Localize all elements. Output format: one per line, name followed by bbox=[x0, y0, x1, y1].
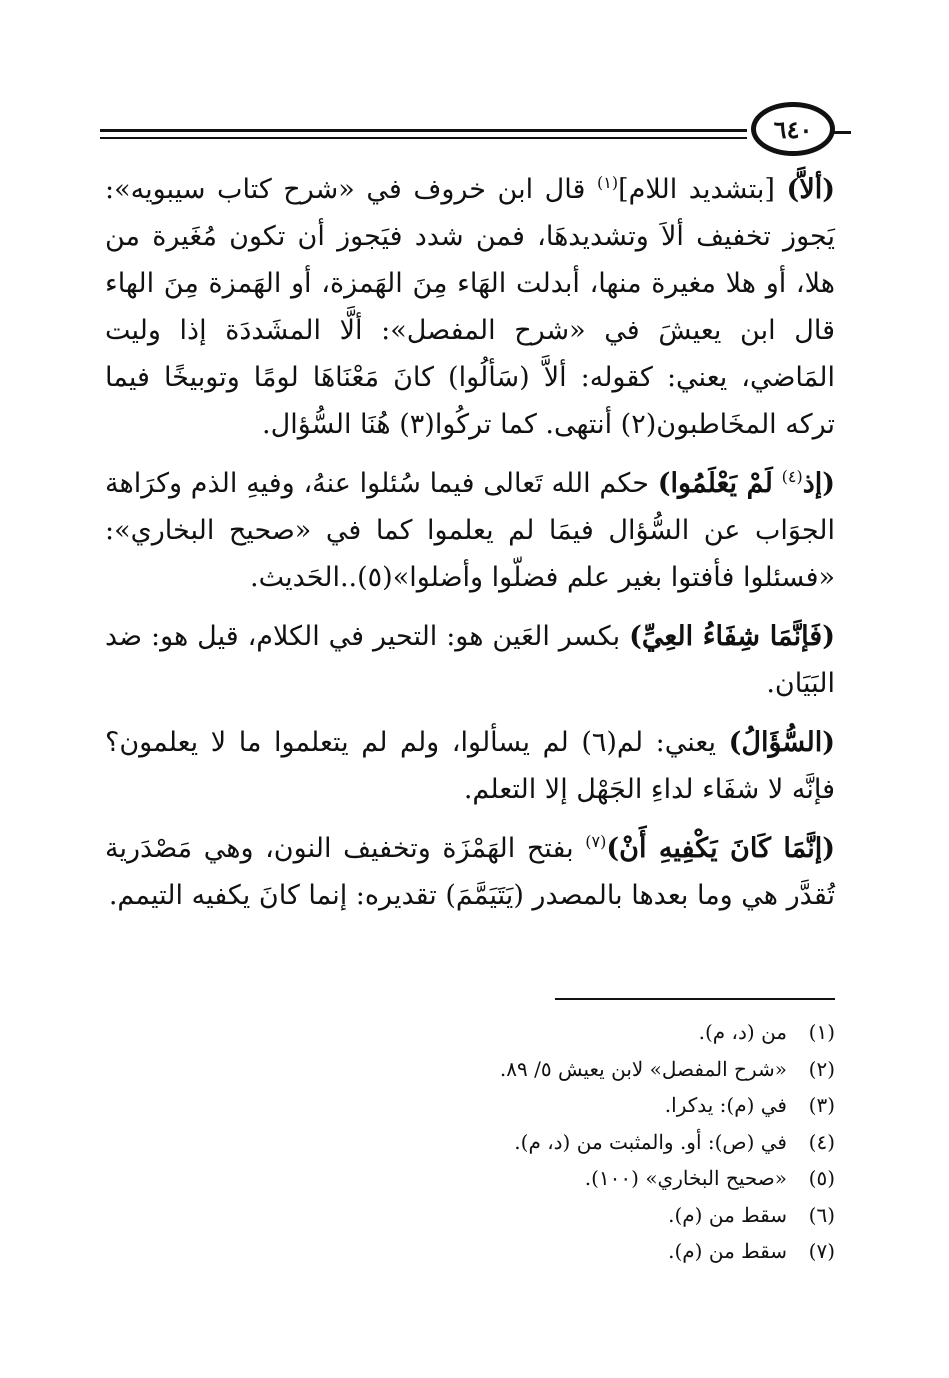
footnote: (٣) في (م): يدكرا. bbox=[664, 1093, 835, 1117]
footnotes bbox=[300, 1014, 835, 1270]
footnote: (٥) «صحيح البخاري» (١٠٠). bbox=[584, 1166, 835, 1190]
header-rule-tick bbox=[833, 131, 851, 134]
paragraph: (إذ$^{(٤)}$ لَمْ يَعْلَمُوا) حكم الله تَعالى فيما سُئلوا عنهُ، وفيهِ الذم وكرَاهة الجوَاب عن السُّؤال فيمَا لم يعلموا كما في «صحيح البخاري»: «فسئلوا فأفتوا بغير علم فضلّوا وأضلوا»(٥)..الحَديث. bbox=[105, 467, 835, 593]
footnote: (٦) سقط من (م). bbox=[668, 1202, 835, 1227]
commentary-term: (إذ bbox=[802, 468, 835, 499]
paragraph: (ألاَّ) [بتشديد اللام]$^{(١)}$ قال ابن خروف في «شرح كتاب سيبويه»: يَجوز تخفيف ألاَ وتشديدهَا، فمن شدد فيَجوز أن تكون مُغَيرة من هلا، أو هلا مغيرة منها، أبدلت الهَاء مِنَ الهَمزة، أو الهَمزة مِنَ الهاء قال ابن يعيشَ في «شرح المفصل»: ألَّا المشَددَة إذا وليت المَاضي، يعني: كقوله: ألاَّ (سَألُوا) كانَ مَعْنَاهَا لومًا وتوبيخًا فيما تركه المخَاطبون(٢) أنتهى. كما تركُوا(٣) هُنَا السُّؤال. bbox=[105, 173, 835, 440]
footnote-divider bbox=[555, 998, 835, 1000]
footnote: (١) من (د، م). bbox=[698, 1020, 835, 1044]
footnote: (٤) في (ص): أو. والمثبت من (د، م). bbox=[514, 1129, 835, 1154]
footnote: (٧) سقط من (م). bbox=[668, 1239, 835, 1263]
header-rule bbox=[100, 129, 747, 132]
paragraph: (فَإنَّمَا شِفَاءُ العِيِّ) بكسر العَين هو: التحير في الكلام، قيل هو: ضد البَيَان. bbox=[105, 621, 835, 699]
footnote: (٢) «شرح المفصل» لابن يعيش ٥/ ٨٩. bbox=[499, 1056, 835, 1081]
main-text bbox=[105, 166, 835, 931]
paragraph: (السُّؤَالُ) يعني: لم(٦) لم يسألوا، ولم لم يتعلموا ما لا يعلمون؟ فإنَّه لا شفَاء لداءِ الجَهْل إلا التعلم. bbox=[105, 727, 835, 805]
paragraph: (إنَّمَا كَانَ يَكْفِيهِ أَنْ)$^{(٧)}$ بفتح الهَمْزَة وتخفيف النون، وهي مَصْدَرية تُقدَّر هي وما بعدها بالمصدر (يَتَيَمَّمَ) تقديره: إنما كانَ يكفيه التيمم. bbox=[105, 832, 835, 911]
commentary-term: (إنَّمَا كَانَ يَكْفِيهِ أَنْ) bbox=[606, 833, 835, 864]
commentary-term: (فَإنَّمَا شِفَاءُ العِيِّ) bbox=[629, 621, 835, 652]
commentary-term: (ألاَّ) bbox=[786, 174, 835, 205]
commentary-term: (السُّؤَالُ) bbox=[728, 727, 835, 758]
page-header bbox=[100, 98, 835, 160]
header-rule-thin bbox=[100, 137, 747, 139]
page-number: ٦٤٠ bbox=[751, 102, 835, 156]
